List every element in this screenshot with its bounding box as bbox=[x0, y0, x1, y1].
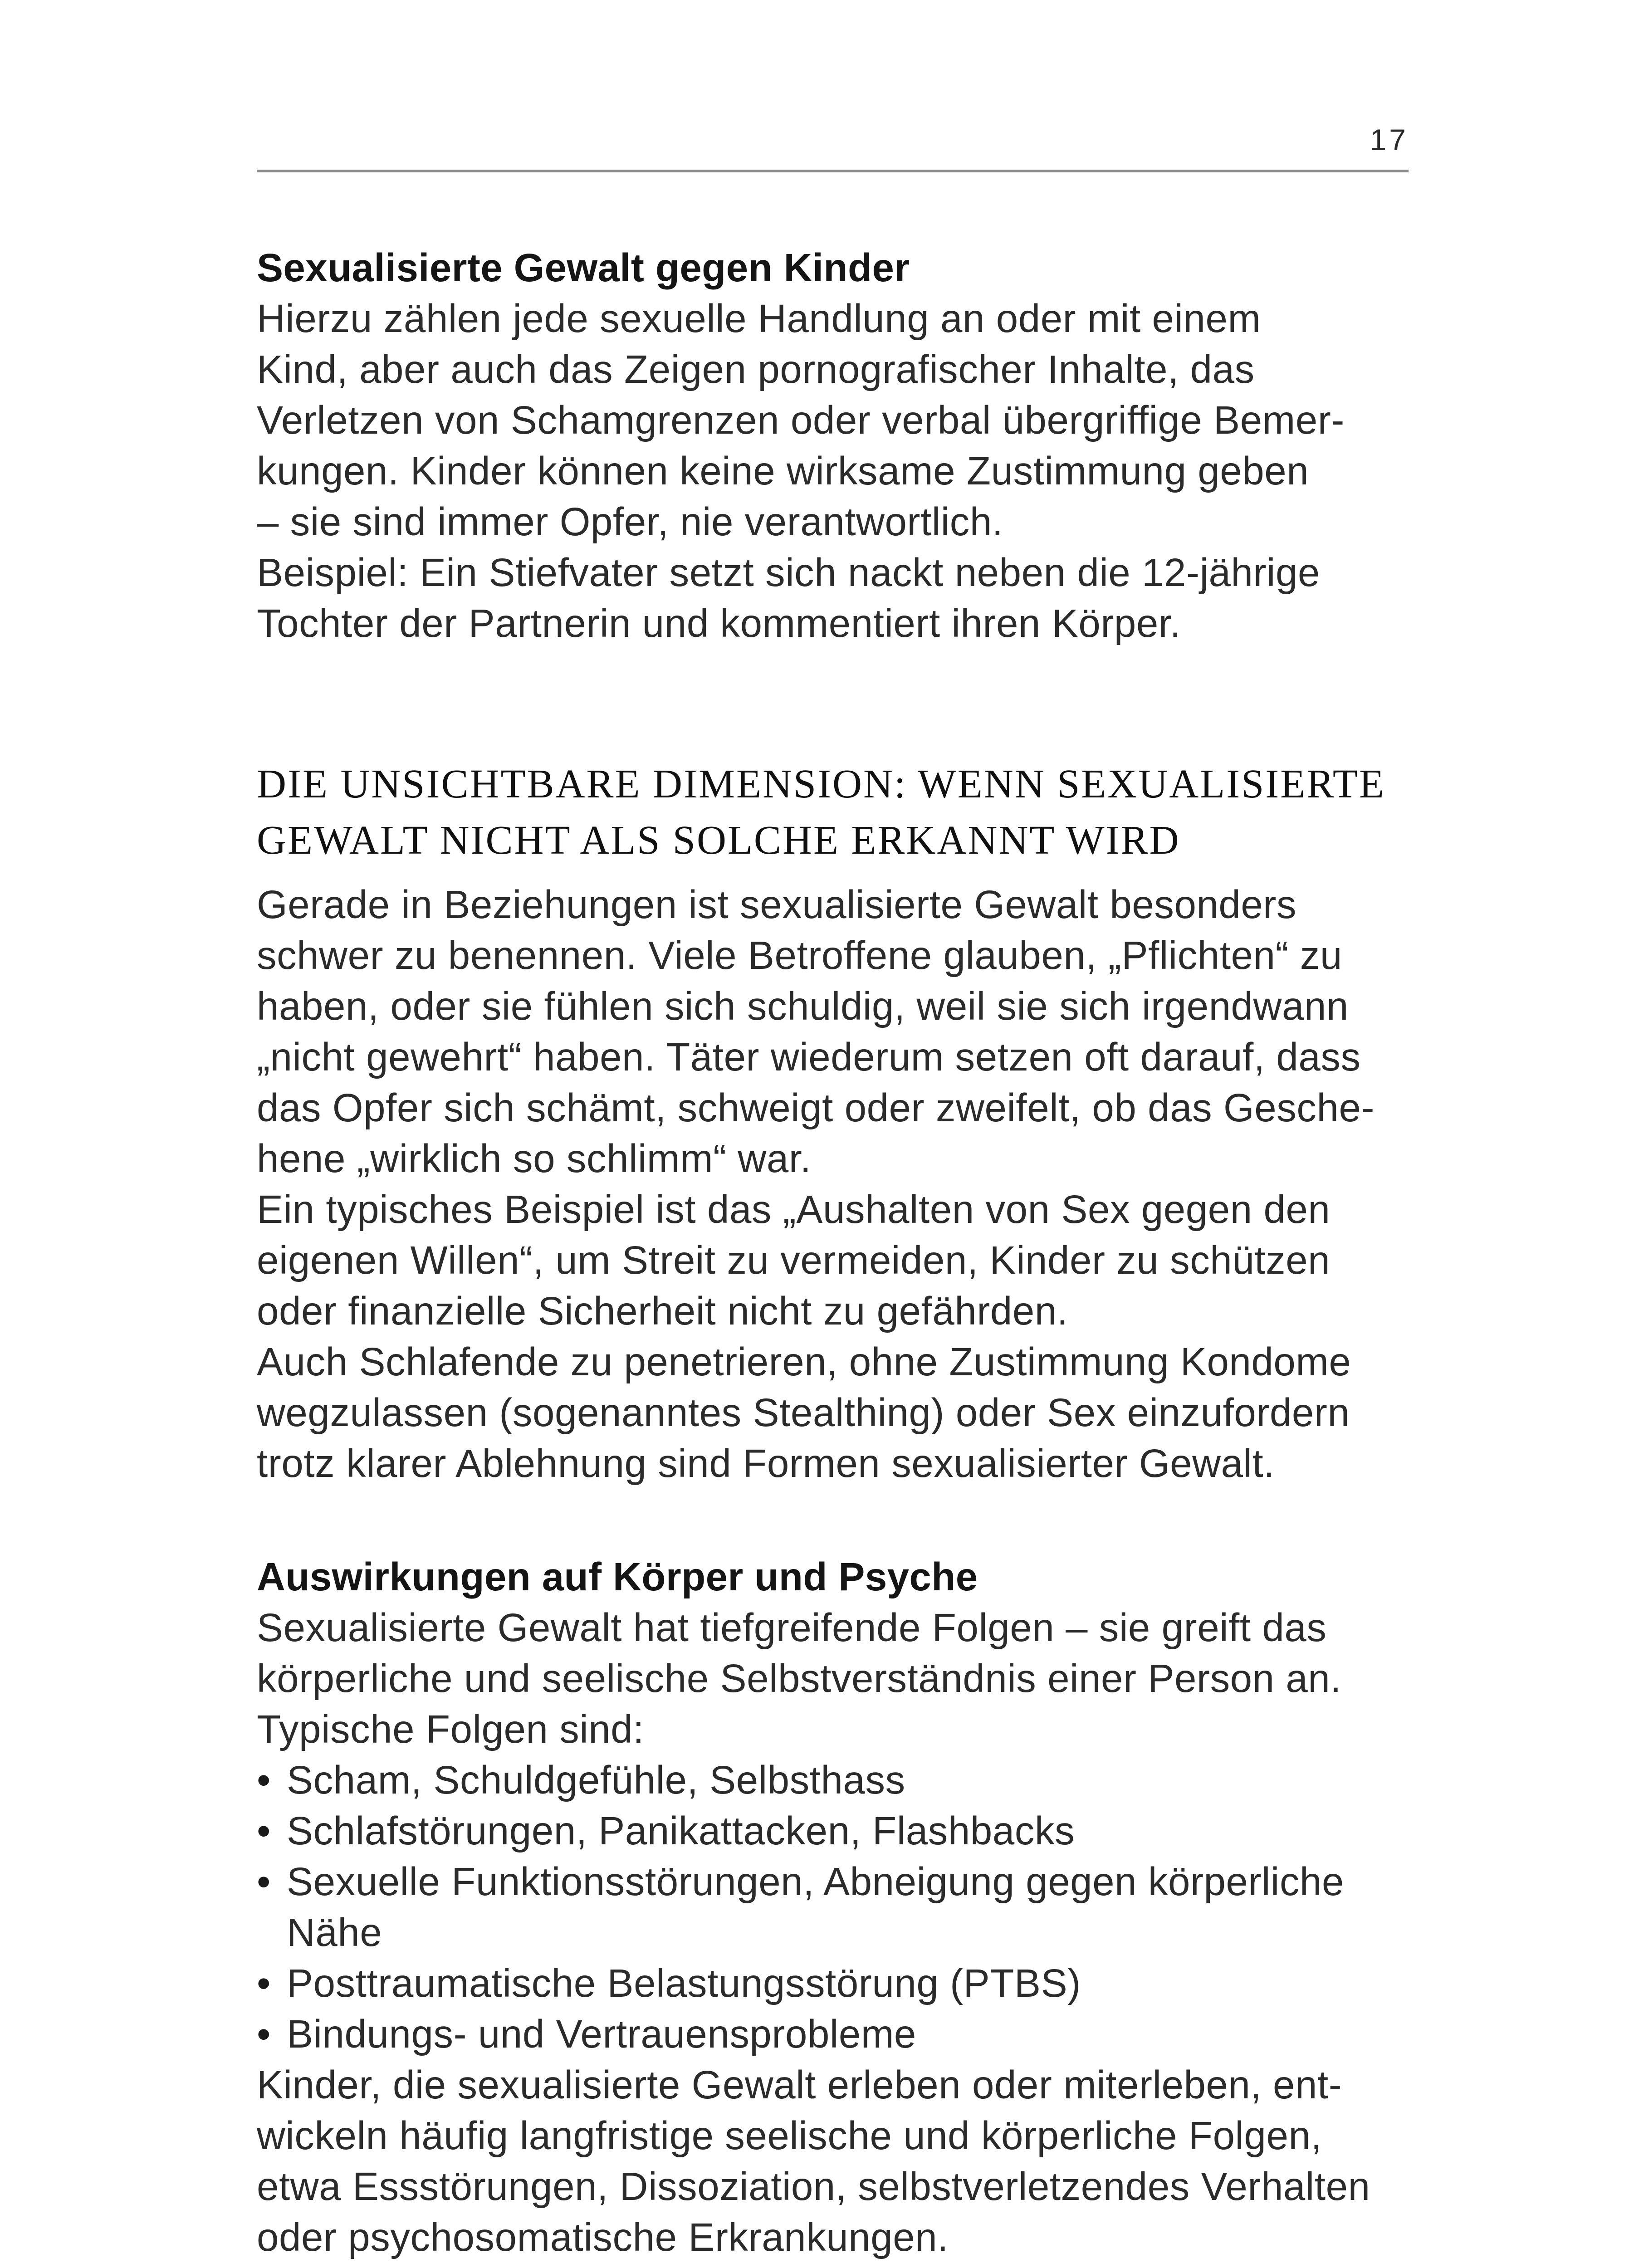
text-line: Sexualisierte Gewalt hat tiefgreifende Folgen – sie greift das bbox=[257, 1606, 1327, 1650]
bullet-icon: • bbox=[257, 1758, 271, 1802]
paragraph-children bbox=[257, 293, 1418, 649]
text-line: Gerade in Beziehungen ist sexualisierte Gewalt besonders bbox=[257, 883, 1297, 927]
heading-line: GEWALT NICHT ALS SOLCHE ERKANNT WIRD bbox=[257, 818, 1180, 863]
text-line: oder psychosomatische Erkrankungen. bbox=[257, 2215, 949, 2259]
subheading-children: Sexualisierte Gewalt gegen Kinder bbox=[257, 246, 910, 290]
section-heading-invisible-dimension bbox=[257, 756, 1418, 869]
subheading-effects: Auswirkungen auf Körper und Psyche bbox=[257, 1555, 978, 1599]
list-item-text-continued: Nähe bbox=[287, 1911, 382, 1955]
text-line: hene „wirklich so schlimm“ war. bbox=[257, 1137, 812, 1181]
list-item-text: Sexuelle Funktionsstörungen, Abneigung gegen körperliche bbox=[287, 1860, 1345, 1904]
text-line: eigenen Willen“, um Streit zu vermeiden, Kinder zu schützen bbox=[257, 1238, 1331, 1282]
text-line: Ein typisches Beispiel ist das „Aushalten von Sex gegen den bbox=[257, 1188, 1331, 1232]
section-children bbox=[257, 243, 1418, 649]
text-line: haben, oder sie fühlen sich schuldig, weil sie sich irgendwann bbox=[257, 984, 1349, 1028]
bullet-icon: • bbox=[257, 1961, 271, 2005]
bullet-icon: • bbox=[257, 2012, 271, 2056]
text-line: Kind, aber auch das Zeigen pornografischer Inhalte, das bbox=[257, 347, 1255, 391]
text-line: Typische Folgen sind: bbox=[257, 1707, 645, 1751]
text-line: schwer zu benennen. Viele Betroffene glauben, „Pflichten“ zu bbox=[257, 934, 1342, 978]
list-item bbox=[257, 1755, 1418, 1806]
text-line: wegzulassen (sogenanntes Stealthing) oder Sex einzufordern bbox=[257, 1391, 1350, 1435]
text-line: das Opfer sich schämt, schweigt oder zweifelt, ob das Gesche- bbox=[257, 1086, 1375, 1130]
text-line: trotz klarer Ablehnung sind Formen sexualisierter Gewalt. bbox=[257, 1442, 1275, 1486]
text-line: oder finanzielle Sicherheit nicht zu gefährden. bbox=[257, 1289, 1068, 1333]
text-line: etwa Essstörungen, Dissoziation, selbstverletzendes Verhalten bbox=[257, 2165, 1370, 2209]
list-item bbox=[257, 1857, 1418, 1958]
bullet-icon: • bbox=[257, 1860, 271, 1904]
text-line: Auch Schlafende zu penetrieren, ohne Zustimmung Kondome bbox=[257, 1340, 1351, 1384]
list-item-text: Bindungs- und Vertrauensprobleme bbox=[287, 2012, 916, 2056]
list-item bbox=[257, 1958, 1418, 2009]
heading-line: DIE UNSICHTBARE DIMENSION: WENN SEXUALISIERTE bbox=[257, 762, 1385, 807]
page-number: 17 bbox=[1370, 123, 1409, 156]
text-line: kungen. Kinder können keine wirksame Zustimmung geben bbox=[257, 449, 1309, 493]
effects-list bbox=[257, 1755, 1418, 2060]
list-item-text: Scham, Schuldgefühle, Selbsthass bbox=[287, 1758, 905, 1802]
list-item-text: Posttraumatische Belastungsstörung (PTBS) bbox=[287, 1961, 1081, 2005]
text-line: Kinder, die sexualisierte Gewalt erleben oder miterleben, ent- bbox=[257, 2063, 1342, 2107]
text-line: wickeln häufig langfristige seelische und körperliche Folgen, bbox=[257, 2114, 1322, 2158]
list-item bbox=[257, 2009, 1418, 2060]
text-line: – sie sind immer Opfer, nie verantwortlich. bbox=[257, 500, 1003, 544]
bullet-icon: • bbox=[257, 1809, 271, 1853]
list-item bbox=[257, 1806, 1418, 1857]
paragraph-effects-children bbox=[257, 2060, 1418, 2263]
paragraph-invisible-dimension bbox=[257, 880, 1418, 1489]
header-rule bbox=[257, 170, 1409, 172]
text-line: Tochter der Partnerin und kommentiert ihren Körper. bbox=[257, 601, 1181, 645]
paragraph-effects-intro bbox=[257, 1603, 1418, 1755]
text-line: Beispiel: Ein Stiefvater setzt sich nackt neben die 12-jährige bbox=[257, 551, 1320, 595]
text-line: „nicht gewehrt“ haben. Täter wiederum setzen oft darauf, dass bbox=[257, 1035, 1361, 1079]
text-line: Hierzu zählen jede sexuelle Handlung an oder mit einem bbox=[257, 297, 1261, 341]
text-line: körperliche und seelische Selbstverständnis einer Person an. bbox=[257, 1657, 1342, 1701]
list-item-text: Schlafstörungen, Panikattacken, Flashbacks bbox=[287, 1809, 1075, 1853]
page-body bbox=[257, 243, 1418, 2263]
section-effects bbox=[257, 1552, 1418, 2263]
text-line: Verletzen von Schamgrenzen oder verbal übergriffige Bemer- bbox=[257, 398, 1345, 442]
